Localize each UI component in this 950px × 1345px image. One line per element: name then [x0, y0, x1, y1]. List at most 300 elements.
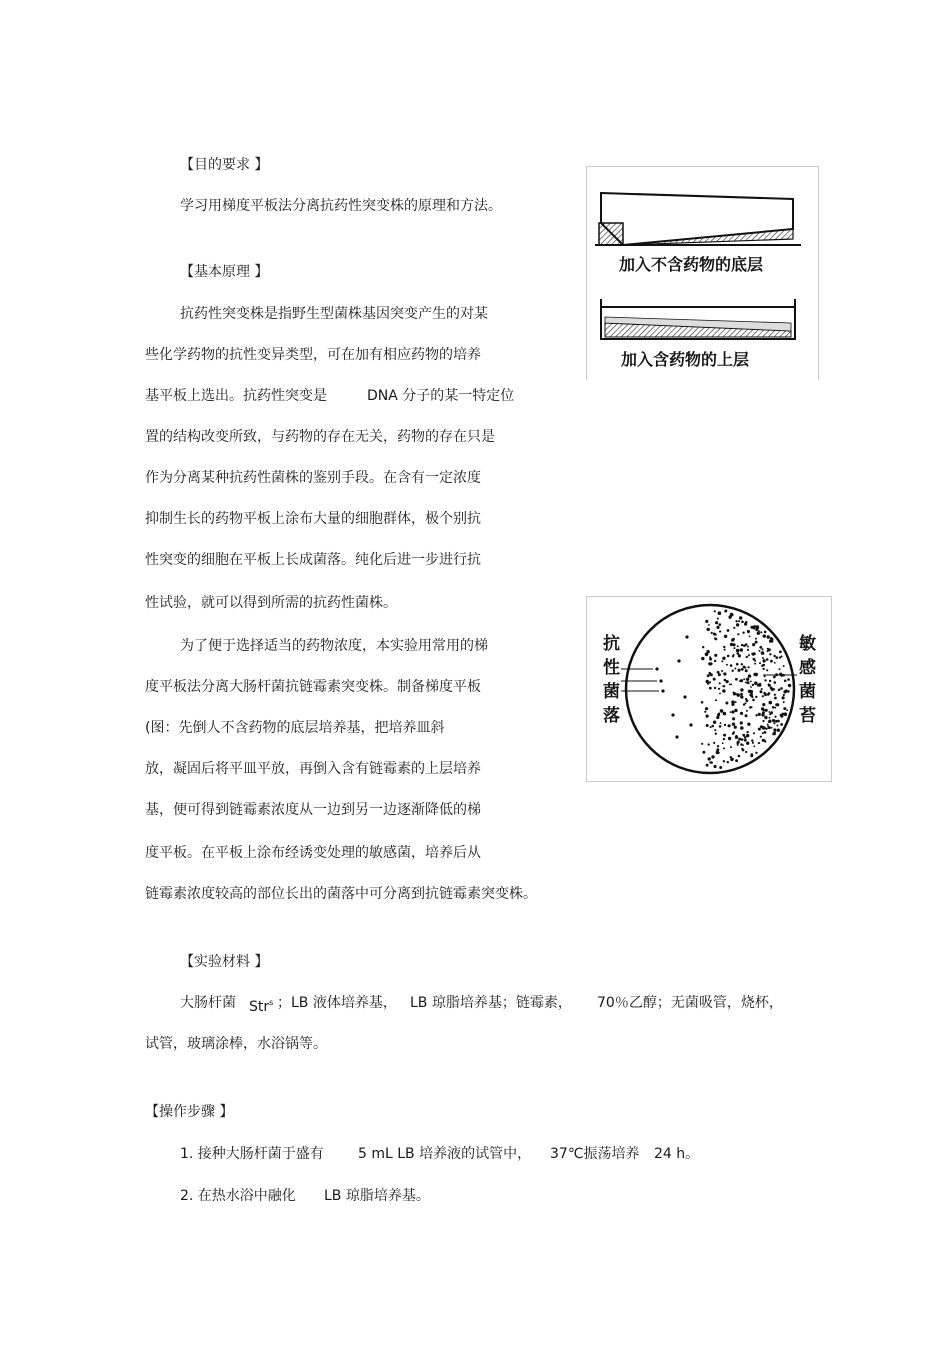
lawn-dot [719, 693, 721, 695]
caption-top-layer: 加入含药物的上层 [621, 350, 750, 369]
gradient-plate-figure [586, 166, 819, 380]
lawn-dot [763, 664, 765, 666]
lawn-dot [762, 720, 764, 722]
lawn-dot [751, 653, 754, 656]
lawn-dot [767, 693, 769, 695]
resistant-colony [659, 679, 662, 682]
lawn-dot [722, 689, 725, 692]
right-label-3: 菌 [799, 682, 816, 702]
lawn-dot [724, 724, 726, 726]
lawn-dot [779, 651, 782, 654]
lawn-dot [765, 709, 768, 712]
lawn-dot [744, 739, 747, 742]
lawn-dot [774, 716, 776, 718]
lawn-dot [772, 732, 774, 734]
lawn-dot [770, 660, 773, 663]
lawn-dot [775, 656, 778, 659]
lawn-dot [771, 639, 774, 642]
lawn-dot [729, 617, 731, 619]
lawn-dot [732, 670, 734, 672]
lawn-dot [783, 694, 785, 696]
lawn-dot [755, 696, 757, 698]
lawn-dot [718, 673, 721, 676]
lawn-dot [777, 729, 780, 732]
lawn-dot [763, 634, 766, 637]
right-label-4: 苔 [799, 706, 816, 726]
lawn-dot [725, 702, 728, 705]
lawn-dot [746, 678, 749, 681]
lawn-dot [741, 644, 743, 646]
lawn-dot [779, 668, 781, 670]
lawn-dot [776, 703, 779, 706]
lawn-dot [764, 731, 767, 734]
method-line-2: 度平板法分离大肠杆菌抗链霉素突变株。制备梯度平板 [145, 679, 481, 695]
lawn-dot [748, 666, 750, 668]
lawn-dot [727, 629, 730, 632]
lawn-dot [762, 695, 764, 697]
lawn-dot [769, 653, 771, 655]
lawn-dot [740, 726, 744, 730]
aim-heading: 【目的要求 】 [180, 157, 269, 173]
colony-plate-diagram [587, 597, 831, 781]
lawn-dot [778, 689, 781, 692]
principle-line-7: 性突变的细胞在平板上长成菌落。纯化后进一步进行抗 [145, 552, 481, 568]
lawn-dot [706, 680, 709, 683]
lawn-dot [762, 659, 765, 662]
lawn-dot [748, 654, 750, 656]
lawn-dot [762, 703, 765, 706]
lawn-dot [766, 658, 769, 661]
lawn-dot [735, 759, 738, 762]
lawn-dot [711, 632, 713, 634]
lawn-dot [749, 693, 753, 697]
lawn-dot [757, 632, 760, 635]
lawn-dot [731, 639, 734, 642]
lawn-dot [740, 693, 743, 696]
lawn-dot [741, 621, 744, 624]
lawn-dot [773, 728, 776, 731]
principle-line-1: 抗药性突变株是指野生型菌株基因突变产生的对某 [180, 306, 488, 322]
lawn-dot [726, 680, 729, 683]
lawn-dot [719, 766, 722, 769]
resistant-colony [661, 689, 664, 692]
lawn-dot [707, 674, 710, 677]
lawn-dot [734, 668, 736, 670]
lawn-dot [710, 726, 712, 728]
method-line-5: 基，便可得到链霉素浓度从一边到另一边逐渐降低的梯 [145, 802, 481, 818]
lawn-dot [714, 687, 716, 689]
lawn-dot [746, 742, 749, 745]
lawn-dot [732, 655, 734, 657]
lawn-dot [744, 623, 747, 626]
lawn-dot [733, 731, 735, 733]
lawn-dot [773, 676, 776, 679]
lawn-dot [762, 657, 764, 659]
lawn-dot [719, 682, 721, 684]
lawn-dot [709, 687, 712, 690]
materials-a: 大肠杆菌 [180, 995, 236, 1011]
lawn-dot [774, 681, 777, 684]
gradient-plate-diagram [587, 167, 818, 380]
lawn-dot [782, 713, 785, 716]
lawn-dot [734, 709, 737, 712]
lawn-dot [784, 680, 787, 683]
lawn-dot [760, 631, 762, 633]
lawn-dot [780, 687, 783, 690]
lawn-dot [764, 727, 766, 729]
lawn-dot [752, 643, 755, 646]
principle-line-6: 抑制生长的药物平板上涂布大量的细胞群体，极个别抗 [145, 511, 481, 527]
lawn-dot [708, 757, 711, 760]
materials-heading: 【实验材料 】 [180, 954, 269, 970]
lawn-dot [737, 744, 739, 746]
lawn-dot [761, 688, 763, 690]
lawn-dot [764, 716, 767, 719]
lawn-dot [764, 631, 767, 634]
lawn-dot [758, 713, 761, 716]
lawn-dot [769, 680, 771, 682]
lawn-dot [704, 711, 706, 713]
lawn-dot [755, 638, 757, 640]
lawn-dot [724, 649, 726, 651]
lawn-dot [706, 715, 709, 718]
principle-line-8: 性试验，就可以得到所需的抗药性菌株。 [145, 595, 397, 611]
lawn-dot [730, 664, 733, 667]
lawn-dot [710, 761, 713, 764]
lawn-dot [742, 744, 744, 746]
lawn-dot [759, 662, 761, 664]
lawn-dot [740, 648, 743, 651]
lawn-dot [751, 739, 753, 741]
step-2b: LB 琼脂培养基。 [324, 1188, 430, 1204]
lawn-dot [740, 696, 742, 698]
lawn-dot [726, 664, 728, 666]
lawn-dot [765, 741, 767, 743]
step-1d: 24 h。 [654, 1146, 700, 1162]
lawn-dot [714, 610, 716, 612]
lawn-dot [762, 668, 764, 670]
lawn-dot [736, 649, 740, 653]
lawn-dot [761, 713, 764, 716]
lawn-dot [750, 686, 752, 688]
lawn-dot [768, 721, 770, 723]
lawn-dot [767, 635, 770, 638]
lawn-dot [713, 742, 715, 744]
lawn-dot [760, 736, 762, 738]
lawn-dot [748, 676, 750, 678]
lawn-dot [758, 684, 761, 687]
lawn-dot [774, 697, 777, 700]
lawn-dot [740, 688, 743, 691]
resistant-colony [675, 735, 678, 738]
lawn-dot [750, 754, 753, 757]
materials-c: LB 琼脂培养基；链霉素， [410, 995, 572, 1011]
lawn-dot [749, 636, 751, 638]
lawn-dot [774, 694, 776, 696]
lawn-dot [741, 738, 744, 741]
lawn-dot [776, 725, 778, 727]
step-1c: 37℃振荡培养 [550, 1146, 640, 1162]
principle-line-3b: DNA 分子的某一特定位 [367, 388, 515, 404]
lawn-dot [772, 719, 775, 722]
lawn-dot [706, 764, 709, 767]
lawn-dot [753, 658, 756, 661]
lawn-dot [745, 643, 748, 646]
method-line-1: 为了便于选择适当的药物浓度，本实验用常用的梯 [180, 638, 488, 654]
lawn-dot [723, 712, 727, 716]
lawn-dot [773, 655, 775, 657]
colony-plate-figure [586, 596, 832, 782]
lawn-dot [714, 654, 717, 657]
lawn-dot [738, 654, 741, 657]
lawn-dot [738, 670, 740, 672]
lawn-dot [764, 675, 766, 677]
lawn-dot [721, 670, 723, 672]
lawn-dot [728, 737, 731, 740]
lawn-dot [783, 707, 786, 710]
lawn-dot [767, 724, 769, 726]
lawn-dot [722, 742, 724, 744]
lawn-dot [745, 669, 748, 672]
lawn-dot [716, 626, 719, 629]
lawn-dot [737, 741, 740, 744]
lawn-dot [746, 734, 749, 737]
lawn-dot [716, 716, 719, 719]
lawn-dot [723, 734, 726, 737]
principle-line-2: 些化学药物的抗性变异类型，可在加有相应药物的培养 [145, 347, 481, 363]
lawn-dot [745, 621, 747, 623]
lawn-dot [768, 711, 770, 713]
method-line-7: 链霉素浓度较高的部位长出的菌落中可分离到抗链霉素突变株。 [145, 886, 537, 902]
lawn-dot [732, 723, 735, 726]
step-1a: 1. 接种大肠杆菌于盛有 [180, 1146, 324, 1162]
right-label-1: 敏 [799, 634, 816, 654]
step-2a: 2. 在热水浴中融化 [180, 1188, 296, 1204]
lawn-dot [708, 624, 710, 626]
steps-heading: 【操作步骤 】 [145, 1104, 234, 1120]
lawn-dot [745, 751, 747, 753]
lawn-dot [720, 722, 722, 724]
lawn-dot [761, 707, 764, 710]
principle-heading: 【基本原理 】 [180, 264, 269, 280]
lawn-dot [715, 699, 717, 701]
lawn-dot [738, 738, 741, 741]
lawn-dot [752, 684, 754, 686]
lawn-dot [764, 693, 767, 696]
lawn-dot [705, 620, 708, 623]
lawn-dot [783, 665, 785, 667]
lawn-dot [744, 736, 747, 739]
lawn-dot [747, 649, 749, 651]
lawn-dot [769, 701, 773, 705]
lawn-dot [762, 739, 765, 742]
left-label-3: 菌 [603, 682, 620, 702]
aim-text: 学习用梯度平板法分离抗药性突变株的原理和方法。 [180, 198, 502, 214]
lawn-dot [732, 717, 735, 720]
lawn-dot [741, 668, 744, 671]
lawn-dot [740, 712, 743, 715]
step-1b: 5 mL LB 培养液的试管中， [358, 1146, 532, 1162]
lawn-dot [701, 743, 703, 745]
lawn-dot [744, 667, 746, 669]
lawn-dot [718, 712, 720, 714]
lawn-dot [706, 724, 709, 727]
lawn-dot [777, 720, 780, 723]
lawn-dot [755, 641, 758, 644]
lawn-dot [743, 703, 745, 705]
resistant-colony [677, 659, 680, 662]
lawn-dot [705, 707, 708, 710]
left-label-1: 抗 [603, 634, 620, 654]
lawn-dot [743, 678, 745, 680]
lawn-dot [720, 709, 724, 713]
lawn-dot [767, 650, 769, 652]
lawn-dot [746, 710, 748, 712]
lawn-dot [731, 613, 734, 616]
right-label-2: 感 [799, 658, 816, 678]
principle-line-4: 置的结构改变所致，与药物的存在无关，药物的存在只是 [145, 429, 495, 445]
lawn-dot [747, 681, 750, 684]
lawn-dot [719, 623, 722, 626]
lawn-dot [737, 633, 739, 635]
lawn-dot [730, 711, 732, 713]
lawn-dot [770, 687, 772, 689]
lawn-dot [759, 650, 761, 652]
lawn-dot [710, 662, 713, 665]
lawn-dot [730, 684, 732, 686]
lawn-dot [728, 724, 731, 727]
lawn-dot [773, 688, 775, 690]
lawn-dot [727, 655, 730, 658]
lawn-dot [723, 672, 726, 675]
bottom-layer [623, 229, 793, 245]
lawn-dot [735, 620, 737, 622]
lawn-dot [742, 632, 744, 634]
lawn-dot [733, 647, 735, 649]
lawn-dot [754, 673, 758, 677]
lawn-dot [739, 616, 742, 619]
lawn-dot [713, 721, 716, 724]
materials-str: Str$^s$ [249, 998, 274, 1015]
lawn-dot [719, 725, 722, 728]
lawn-dot [760, 725, 763, 728]
lawn-dot [737, 652, 740, 655]
lawn-dot [758, 742, 760, 744]
resistant-colony [689, 723, 692, 726]
lawn-dot [723, 747, 725, 749]
lawn-dot [705, 653, 709, 657]
lawn-dot [751, 706, 753, 708]
lawn-dot [755, 714, 757, 716]
lawn-dot [747, 646, 749, 648]
lawn-dot [731, 703, 734, 706]
lawn-dot [731, 710, 734, 713]
resistant-colony [671, 713, 674, 716]
lawn-dot [714, 633, 717, 636]
lawn-dot [745, 681, 747, 683]
lawn-dot [724, 610, 727, 613]
lawn-dot [769, 717, 771, 719]
lawn-dot [780, 723, 783, 726]
lawn-dot [740, 721, 743, 724]
lawn-dot [732, 758, 734, 760]
lawn-dot [750, 626, 753, 629]
lawn-dot [722, 685, 724, 687]
lawn-dot [786, 709, 788, 711]
lawn-dot [772, 706, 775, 709]
lawn-dot [710, 673, 713, 676]
lawn-dot [736, 693, 739, 696]
lawn-dot [709, 656, 711, 658]
left-label-4: 落 [603, 706, 620, 726]
lawn-dot [788, 684, 791, 687]
lawn-dot [770, 711, 773, 714]
lawn-dot [738, 620, 740, 622]
principle-line-5: 作为分离某种抗药性菌株的鉴别手段。在含有一定浓度 [145, 470, 481, 486]
lawn-dot [741, 663, 743, 665]
lawn-dot [733, 692, 736, 695]
lawn-dot [752, 699, 755, 702]
lawn-dot [746, 731, 748, 733]
lawn-dot [752, 742, 754, 744]
lawn-dot [721, 660, 723, 662]
lawn-dot [701, 701, 704, 704]
lawn-dot [753, 732, 755, 734]
lawn-dot [714, 765, 717, 768]
lawn-dot [741, 748, 743, 750]
lawn-dot [760, 690, 763, 693]
lawn-dot [707, 628, 710, 631]
method-line-3: (图：先倒人不含药物的底层培养基，把培养皿斜 [145, 720, 445, 736]
lawn-dot [735, 678, 738, 681]
lawn-dot [718, 688, 720, 690]
caption-bottom-layer: 加入不含药物的底层 [619, 255, 764, 274]
lawn-dot [723, 738, 725, 740]
lawn-dot [736, 663, 739, 666]
lawn-dot [754, 681, 758, 685]
lawn-dot [783, 701, 785, 703]
lawn-dot [783, 690, 786, 693]
principle-line-3: 基平板上选出。抗药性突变是 [145, 388, 327, 404]
resistant-colony [655, 667, 658, 670]
lawn-dot [719, 630, 721, 632]
lawn-dot [727, 761, 729, 763]
lawn-dot [714, 660, 716, 662]
lawn-dot [715, 638, 718, 641]
resistant-colony [683, 695, 686, 698]
lawn-dot [746, 656, 748, 658]
lawn-dot [747, 723, 750, 726]
method-line-4: 放，凝固后将平皿平放，再倒入含有链霉素的上层培养 [145, 761, 481, 777]
lawn-dot [711, 725, 714, 728]
lawn-dot [774, 662, 776, 664]
lawn-dot [702, 751, 705, 754]
lawn-dot [722, 657, 725, 660]
lawn-dot [718, 752, 720, 754]
lawn-dot [715, 621, 718, 624]
lawn-dot [724, 635, 727, 638]
materials-b: ；LB 液体培养基， [277, 995, 397, 1011]
lawn-dot [782, 696, 785, 699]
lawn-dot [745, 714, 748, 717]
lawn-dot [714, 729, 716, 731]
lawn-dot [715, 733, 717, 735]
lawn-dot [750, 690, 753, 693]
lawn-dot [771, 727, 773, 729]
lawn-dot [768, 684, 771, 687]
lawn-dot [761, 651, 765, 655]
lawn-dot [701, 657, 704, 660]
